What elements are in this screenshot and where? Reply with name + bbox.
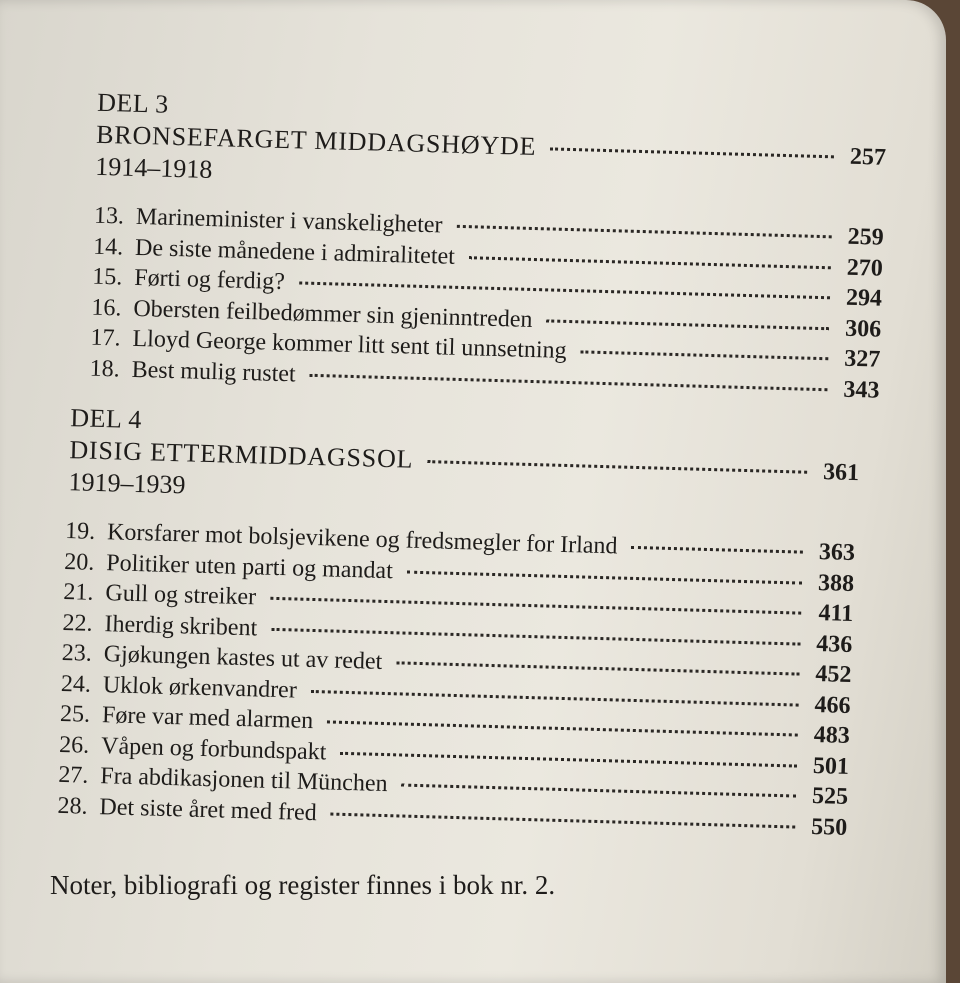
dot-leader: [311, 689, 799, 706]
part-4-page: 361: [822, 459, 860, 487]
chapter-page: 327: [843, 345, 881, 373]
chapter-number: 24.: [60, 670, 92, 698]
chapter-number: 18.: [89, 355, 121, 382]
dot-leader: [550, 147, 834, 158]
chapter-page: 466: [814, 691, 851, 719]
part-3-title: BRONSEFARGET MIDDAGSHØYDE: [95, 119, 537, 162]
part-4-chapter-list: [57, 516, 855, 843]
chapter-page: 525: [811, 782, 849, 810]
chapter-title: Politiker uten parti og mandat: [105, 549, 394, 584]
chapter-page: 501: [812, 752, 850, 780]
chapter-number: 28.: [57, 792, 88, 820]
chapter-page: 411: [818, 600, 854, 628]
chapter-title: Førti og ferdig?: [133, 264, 286, 296]
dot-leader: [401, 784, 796, 798]
part-4-years: 1919–1939: [68, 467, 186, 500]
chapter-number: 19.: [64, 518, 96, 545]
chapter-page: 343: [843, 376, 880, 404]
dot-leader: [456, 225, 831, 238]
part-4-heading: [68, 402, 860, 520]
chapter-number: 17.: [90, 324, 121, 352]
footer-note: Noter, bibliografi og register finnes i bok nr. 2.: [50, 870, 556, 900]
dot-leader: [469, 256, 831, 269]
dot-leader: [327, 720, 798, 736]
dot-leader: [310, 373, 828, 390]
part-4-label: DEL 4: [69, 403, 143, 435]
chapter-title: Føre var med alarmen: [101, 702, 314, 735]
chapter-title: Lloyd George kommer litt sent til unnsetning: [132, 325, 567, 364]
part-3-chapter-list: [89, 201, 884, 406]
part-3-years: 1914–1918: [94, 151, 213, 184]
chapter-page: 259: [847, 223, 885, 251]
chapter-page: 270: [846, 254, 884, 282]
dot-leader: [340, 751, 797, 767]
dot-leader: [299, 281, 830, 299]
chapter-title: Marineminister i vanskeligheter: [135, 203, 443, 239]
chapter-number: 26.: [58, 731, 90, 759]
chapter-title: Uklok ørkenvandrer: [102, 671, 298, 704]
dot-leader: [331, 812, 796, 828]
dot-leader: [407, 570, 802, 584]
part-4-title: DISIG ETTERMIDDAGSSOL: [69, 435, 414, 474]
chapter-number: 22.: [62, 609, 93, 637]
chapter-title: Våpen og forbundspakt: [100, 732, 327, 765]
dot-leader: [546, 319, 829, 330]
part-3-heading: [95, 87, 887, 205]
chapter-number: 21.: [63, 579, 94, 606]
chapter-page: 452: [815, 661, 852, 689]
chapter-title: Obersten feilbedømmer sin gjeninntreden: [133, 295, 533, 333]
chapter-page: 483: [813, 722, 851, 750]
chapter-page: 550: [810, 813, 848, 841]
part-3-label: DEL 3: [96, 87, 170, 119]
chapter-title: Best mulig rustet: [131, 356, 297, 387]
chapter-page: 388: [817, 569, 855, 597]
chapter-number: 16.: [91, 294, 122, 322]
chapter-title: De siste månedene i admiralitetet: [134, 234, 456, 270]
chapter-number: 25.: [59, 700, 91, 728]
chapter-page: 363: [818, 539, 856, 567]
chapter-number: 20.: [63, 548, 95, 576]
chapter-title: Gull og streiker: [105, 580, 257, 611]
chapter-page: 436: [815, 630, 853, 658]
chapter-title: Korsfarer mot bolsjevikene og fredsmegler for Irland: [106, 519, 618, 560]
dot-leader: [427, 460, 807, 474]
chapter-number: 27.: [58, 761, 89, 789]
chapter-title: Gjøkungen kastes ut av redet: [103, 641, 383, 675]
dot-leader: [270, 597, 801, 615]
part-3-page: 257: [849, 143, 887, 171]
dot-leader: [396, 661, 799, 675]
chapter-title: Fra abdikasjonen til München: [100, 763, 388, 798]
chapter-number: 13.: [93, 202, 125, 230]
dot-leader: [271, 627, 800, 645]
chapter-number: 15.: [91, 263, 123, 291]
dot-leader: [631, 546, 803, 554]
chapter-number: 23.: [61, 639, 93, 667]
chapter-title: Det siste året med fred: [99, 793, 318, 826]
chapter-page: 306: [844, 315, 882, 343]
chapter-page: 294: [845, 284, 883, 312]
chapter-number: 14.: [92, 233, 124, 261]
dot-leader: [581, 350, 829, 360]
chapter-title: Iherdig skribent: [104, 610, 258, 641]
